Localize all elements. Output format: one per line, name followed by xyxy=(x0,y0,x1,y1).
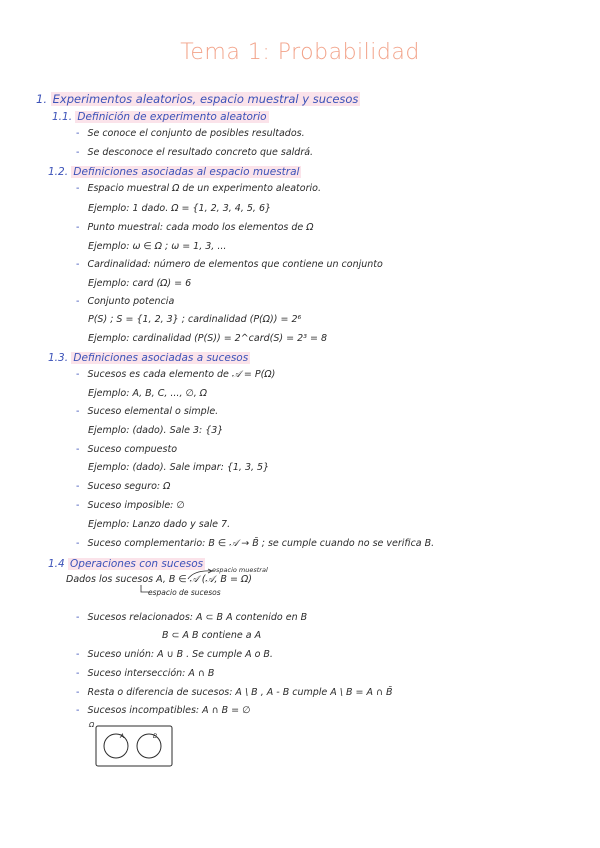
venn-a-label: A xyxy=(120,733,125,740)
list-item: - Punto muestral: cada modo los elementos de Ω xyxy=(76,222,314,233)
example-line: Ejemplo: card (Ω) = 6 xyxy=(88,278,192,289)
list-item: - Sucesos relacionados: A ⊂ B A contenido en B xyxy=(76,612,308,623)
list-item: - Suceso intersección: A ∩ B xyxy=(76,668,215,679)
subsection-number: 1.2. xyxy=(48,166,69,178)
venn-diagram xyxy=(86,718,176,770)
example-line: Ejemplo: (dado). Sale 3: {3} xyxy=(88,425,224,436)
example-line: P(S) ; S = {1, 2, 3} ; cardinalidad (P(Ω)) = 2⁶ xyxy=(88,314,302,325)
list-item: - Sucesos es cada elemento de 𝒜 = P(Ω) xyxy=(76,369,276,380)
list-item: - Suceso imposible: ∅ xyxy=(76,500,185,511)
intro-line: Dados los sucesos A, B ∈ 𝒜 (𝒜, B = Ω) xyxy=(66,574,252,585)
subsection-heading-1-2 xyxy=(48,166,301,178)
example-line: Ejemplo: 1 dado. Ω = {1, 2, 3, 4, 5, 6} xyxy=(88,203,272,214)
example-line: Ejemplo: A, B, C, ..., ∅, Ω xyxy=(88,388,208,399)
page-title: Tema 1: Probabilidad xyxy=(180,40,420,65)
subsection-number: 1.1. xyxy=(52,111,73,123)
subsection-label: Definiciones asociadas a sucesos xyxy=(73,352,249,364)
subsection-number: 1.3. xyxy=(48,352,69,364)
subsection-heading-1-3 xyxy=(48,352,250,364)
annotation-espacio-sucesos: espacio de sucesos xyxy=(148,588,221,597)
annotation-espacio-muestral: espacio muestral xyxy=(212,566,268,574)
subsection-heading-1-1 xyxy=(52,111,269,123)
venn-b-label: B xyxy=(153,733,158,740)
list-item: - Conjunto potencia xyxy=(76,296,175,307)
list-item: - Espacio muestral Ω de un experimento aleatorio. xyxy=(76,183,321,194)
section-label: Experimentos aleatorios, espacio muestral y sucesos xyxy=(52,92,359,106)
venn-omega-label: Ω xyxy=(89,721,95,729)
example-line: Ejemplo: (dado). Sale impar: {1, 3, 5} xyxy=(88,462,270,473)
section-number: 1. xyxy=(36,92,47,106)
list-item: - Suceso elemental o simple. xyxy=(76,406,219,417)
list-item: - Suceso unión: A ∪ B . Se cumple A o B. xyxy=(76,649,273,660)
list-item-continuation: B ⊂ A B contiene a A xyxy=(162,630,262,641)
subsection-label: Definiciones asociadas al espacio muestral xyxy=(73,166,300,178)
subsection-heading-1-4 xyxy=(48,558,205,570)
venn-set-a xyxy=(104,734,128,758)
list-item: - Resta o diferencia de sucesos: A \ B , A - B cumple A \ B = A ∩ B̄ xyxy=(76,687,393,698)
subsection-label: Operaciones con sucesos xyxy=(70,558,204,570)
list-item: - Se conoce el conjunto de posibles resultados. xyxy=(76,128,305,139)
list-item: - Suceso complementario: B ∈ 𝒜 → B̄ ; se cumple cuando no se verifica B. xyxy=(76,538,435,549)
list-item: - Suceso compuesto xyxy=(76,444,178,455)
example-line: Ejemplo: cardinalidad (P(S)) = 2^card(S) = 2³ = 8 xyxy=(88,333,327,344)
list-item: - Se desconoce el resultado concreto que saldrá. xyxy=(76,147,314,158)
subsection-label: Definición de experimento aleatorio xyxy=(77,111,267,123)
subsection-number: 1.4 xyxy=(48,558,65,570)
section-heading-1 xyxy=(36,92,360,106)
example-line: Ejemplo: ω ∈ Ω ; ω = 1, 3, ... xyxy=(88,241,227,252)
example-line: Ejemplo: Lanzo dado y sale 7. xyxy=(88,519,231,530)
list-item: - Sucesos incompatibles: A ∩ B = ∅ xyxy=(76,705,251,716)
list-item: - Suceso seguro: Ω xyxy=(76,481,171,492)
venn-set-b xyxy=(137,734,161,758)
list-item: - Cardinalidad: número de elementos que contiene un conjunto xyxy=(76,259,383,270)
